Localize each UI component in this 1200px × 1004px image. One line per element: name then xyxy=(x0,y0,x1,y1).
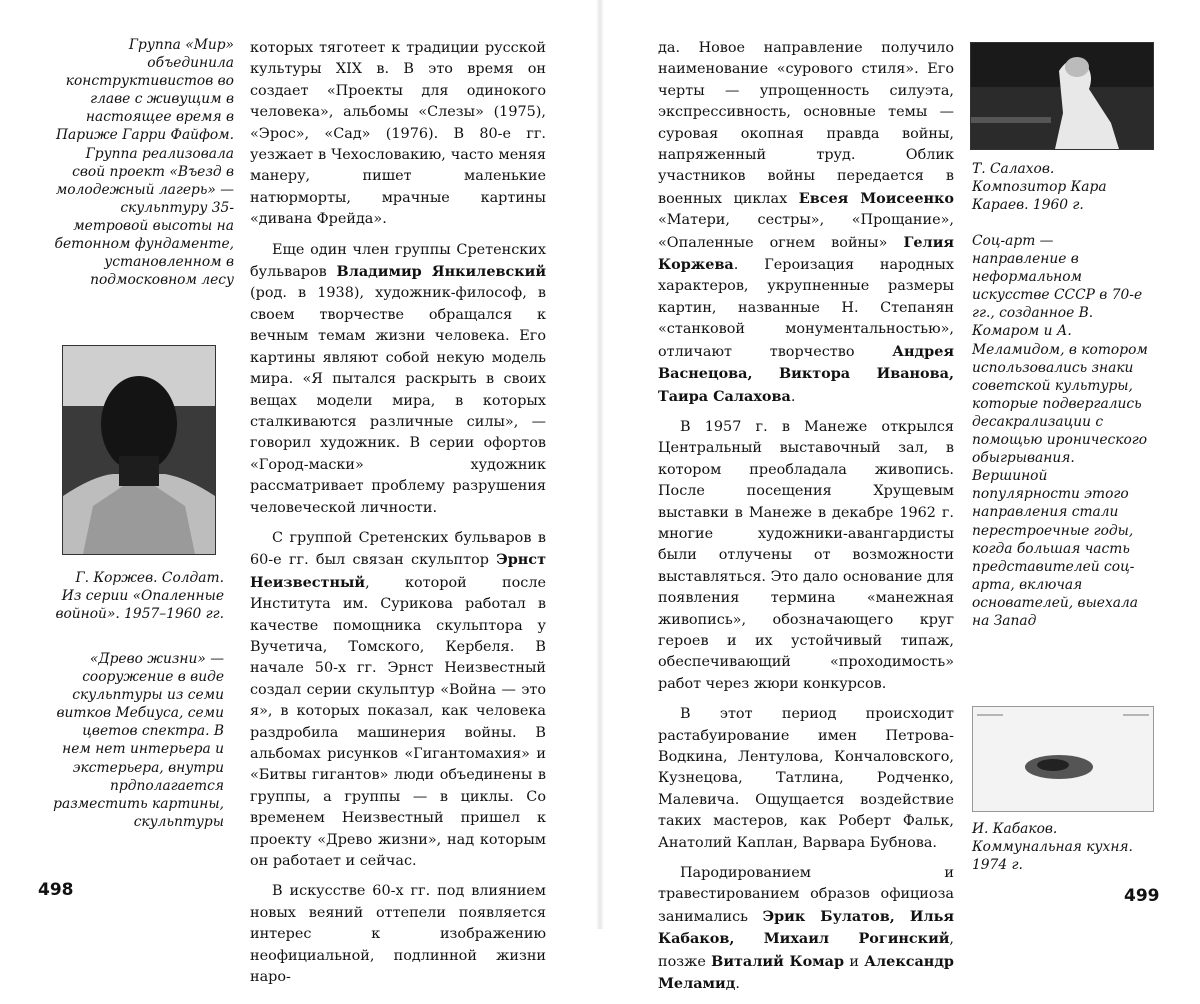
paragraph xyxy=(250,528,546,873)
paragraph xyxy=(658,863,954,995)
text-run: , которой после Института им. Сурикова работал в качестве помощника скульптора у Вучетича, Томского, Кербеля. В начале 50-х гг. Эрнст Неизвестный создал серии скульптур «Война — это я», в которых показал, как человека раздробила машинерия войны. В альбомах рисунков «Гигантомахия» и «Битвы гигантов» люди объединены в группы, а группы — в циклы. Со временем Неизвестный пришел к проекту «Древо жизни», над которым он работает и сейчас. xyxy=(250,574,546,870)
caption-text: Г. Коржев. Солдат. Из серии «Опаленные войной». 1957–1960 гг. xyxy=(55,570,224,623)
sidebar-note-text: «Древо жизни» — сооружение в виде скульптуры из семи витков Мебиуса, семи цветов спектра. В нем нет интерьера и экстерьера, внутри прдполагается разместить картины, скульптуры xyxy=(53,651,224,830)
artist-name: Александр Меламид xyxy=(658,952,954,993)
page-number: 498 xyxy=(38,880,74,900)
photo-caption-korzhev xyxy=(52,569,224,631)
soldier-portrait-image xyxy=(63,346,215,554)
sidebar-note-sots-art xyxy=(972,232,1152,638)
caption-text: И. Кабаков. Коммунальная кухня. 1974 г. xyxy=(972,821,1133,874)
text-run: Пародированием и травестированием образов официоза занимались xyxy=(658,865,954,925)
artist-name: Эрик Булатов, Илья Кабаков, Михаил Рогинский xyxy=(658,907,954,948)
text-run: . xyxy=(735,976,740,993)
paragraph xyxy=(250,240,546,519)
caption-text: Т. Салахов. Композитор Кара Караев. 1960 г. xyxy=(972,161,1107,214)
text-run: . Героизация народных характеров, укрупненные размеры картин, названные Н. Степанян «станковой монументальностью», отличают творчество xyxy=(658,257,954,360)
right-page xyxy=(600,0,1200,993)
sidebar-note-text: Соц-арт — направление в неформальном искусстве СССР в 70-е гг., созданное В. Комаром и А. Меламидом, в котором использовались знаки советской культуры, которые подвергались десакрализации с помощью иронического обыгрывания. Вершиной популярности этого направления стали перестроечные годы, когда большая часть представителей соц-арта, включая основателей, выехала на Запад xyxy=(972,233,1148,629)
text-run: (род. в 1938), художник-философ, в своем творчестве обращался к вечным темам жизни человека. Его картины являют собой некую модель мира. «Я пытался раскрыть в своих вещах модели мира, в которых сталкиваются различные силы», — говорил художник. В серии офортов «Город-маски» художник рассматривает проблему разрушения человеческой личности. xyxy=(250,285,546,516)
photo-caption-salakhov xyxy=(972,160,1152,222)
photo-salakhov-composer xyxy=(970,42,1154,150)
paragraph: В 1957 г. в Манеже открылся Центральный выставочный зал, в котором преобладала живопись. После посещения Хрущевым выставки в Манеже в декабре 1962 г. многие художники-авангардисты были отлучены от возможности выставляться. Это дало основание для появления термина «манежная живопись», обозначающего круг героев и их устойчивый типаж, обеспечивающий «проходимость» работ через жюри конкурсов. xyxy=(658,418,954,692)
artist-name: Гелия Коржева xyxy=(658,233,954,274)
artist-name: Андрея Васнецова, Виктора Иванова, Таира Салахова xyxy=(658,342,954,405)
photo-kabakov-communal-kitchen xyxy=(972,706,1154,812)
sidebar-note-mir-group xyxy=(52,36,234,297)
page-number: 499 xyxy=(1124,886,1160,906)
paragraph xyxy=(658,38,954,408)
artist-name: Евсея Моисеенко xyxy=(798,189,954,207)
paragraph: В этот период происходит растабуирование имен Петрова-Водкина, Лентулова, Кончаловского, Кузнецова, Татлина, Родченко, Малевича. Ощущается воздействие таких мастеров, как Роберт Фальк, Анатолий Каплан, Варвара Бубнова. xyxy=(658,706,954,851)
text-run: Еще один член группы Сретенских бульваров xyxy=(250,241,546,281)
photo-caption-kabakov xyxy=(972,820,1152,882)
composer-image xyxy=(971,43,1153,149)
sidebar-note-text: Группа «Мир» объединила конструктивистов во главе с живущим в настоящее время в Париже Гарри Файфом. Группа реализовала свой проект «Въезд в молодежный лагерь» — скульптуру 35-метровой высоты на бетонном фундаменте, установленном в подмосковном лесу xyxy=(54,37,234,289)
text-run: , позже xyxy=(658,931,954,970)
text-run: С группой Сретенских бульваров в 60-е гг. был связан скульптор xyxy=(250,529,546,569)
text-run: да. Новое направление получило наименование «сурового стиля». Его черты — упрощенность силуэта, экспрессивность, основные темы — суровая окопная правда войны, напряженный труд. Облик участников войны передается в военных циклах xyxy=(658,40,954,207)
photo-korzhev-soldier xyxy=(62,345,216,555)
artist-name: Владимир Янкилевский xyxy=(336,263,546,281)
main-text-column xyxy=(250,38,546,997)
paragraph: которых тяготеет к традиции русской культуры XIX в. В это время он создает «Проекты для одинокого человека», альбомы «Слезы» (1975), «Эрос», «Сад» (1976). В 80-е гг. уезжает в Чехословакию, часто меняя манеру, пишет маленькие натюрморты, мрачные картины «дивана Фрейда». xyxy=(250,40,546,228)
text-run: и xyxy=(844,953,865,970)
text-run: «Матери, сестры», «Прощание», «Опаленные огнем войны» xyxy=(658,212,954,251)
artist-name: Виталий Комар xyxy=(711,952,845,970)
main-text-column xyxy=(658,38,954,1004)
text-run: . xyxy=(790,388,796,405)
left-page xyxy=(0,0,600,986)
sidebar-note-tree-of-life xyxy=(52,650,224,839)
paragraph: В искусстве 60-х гг. под влиянием новых веяний оттепели появляется интерес к изображению неофициальной, подлинной жизни наро- xyxy=(250,883,546,986)
communal-kitchen-image xyxy=(973,707,1153,811)
artist-name: Эрнст Неизвестный xyxy=(250,551,546,591)
